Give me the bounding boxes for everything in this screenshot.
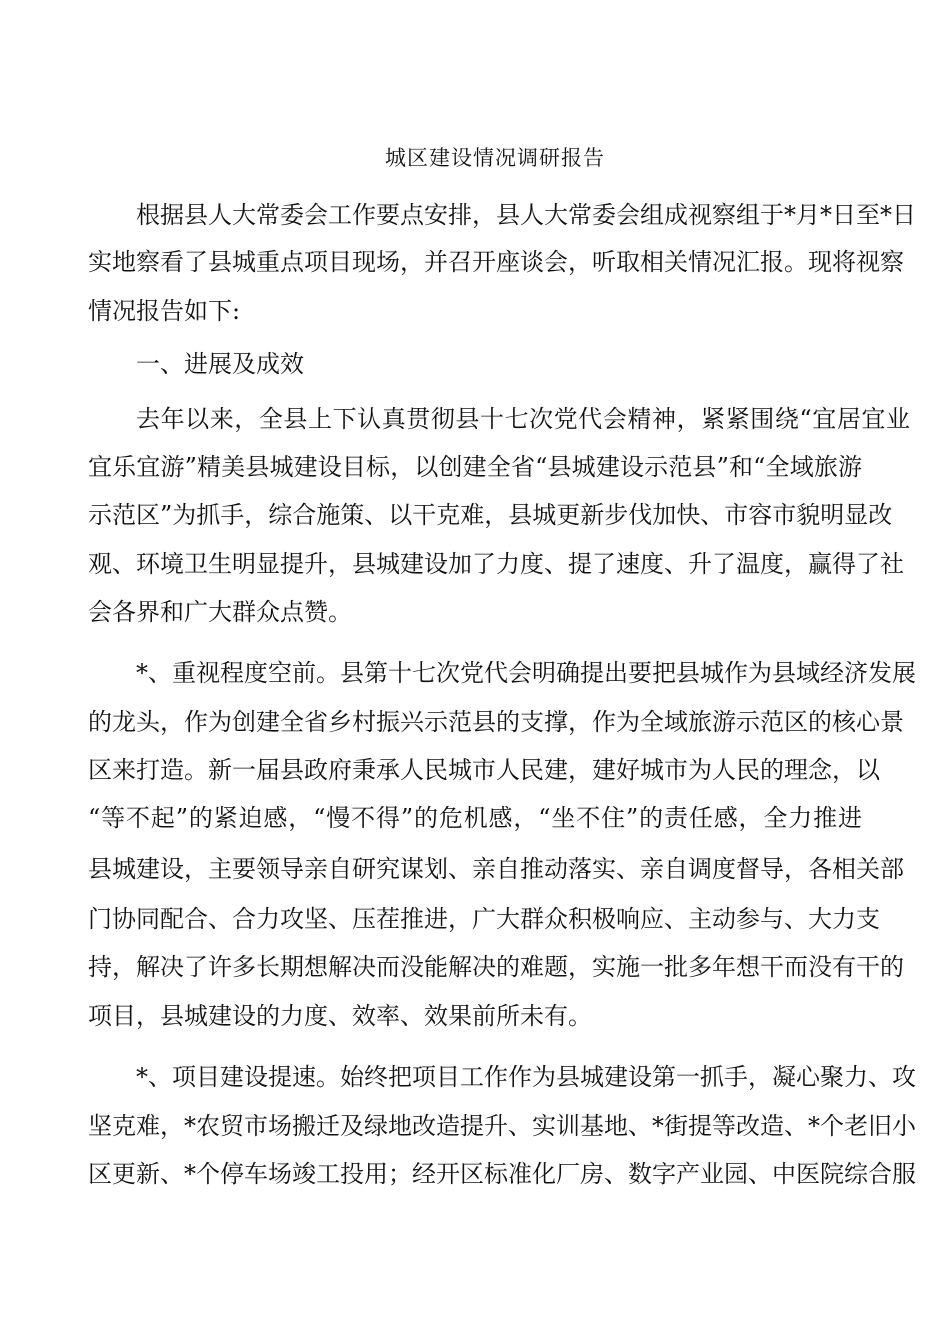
paragraph-line: 门协同配合、合力攻坚、压茬推进，广大群众积极响应、主动参与、大力支 <box>88 905 880 933</box>
paragraph-line: 实地察看了县城重点项目现场，并召开座谈会，听取相关情况汇报。现将视察 <box>88 248 904 276</box>
paragraph-line: 坚克难，*农贸市场搬迁及绿地改造提升、实训基地、*街提等改造、*个老旧小 <box>88 1112 916 1140</box>
paragraph-line: “等不起”的紧迫感，“慢不得”的危机感，“坐不住”的责任感，全力推进 <box>88 804 862 832</box>
paragraph-line: 持，解决了许多长期想解决而没能解决的难题，实施一批多年想干而没有干的 <box>88 953 904 981</box>
paragraph-line: 根据县人大常委会工作要点安排，县人大常委会组成视察组于*月*日至*日 <box>136 201 916 229</box>
paragraph-line: 的龙头，作为创建全省乡村振兴示范县的支撑，作为全域旅游示范区的核心景 <box>88 708 904 736</box>
paragraph-line: 会各界和广大群众点赞。 <box>88 598 352 626</box>
paragraph-line: *、重视程度空前。县第十七次党代会明确提出要把县城作为县域经济发展 <box>136 659 916 687</box>
paragraph-line: 去年以来，全县上下认真贯彻县十七次党代会精神，紧紧围绕“宜居宜业 <box>136 405 910 433</box>
paragraph-line: 县城建设，主要领导亲自研究谋划、亲自推动落实、亲自调度督导，各相关部 <box>88 855 904 883</box>
document-title: 城区建设情况调研报告 <box>385 146 605 170</box>
paragraph-line: 示范区”为抓手，综合施策、以干克难，县城更新步伐加快、市容市貌明显改 <box>88 501 893 529</box>
paragraph-line: 区来打造。新一届县政府秉承人民城市人民建，建好城市为人民的理念，以 <box>88 756 880 784</box>
paragraph-line: 项目，县城建设的力度、效率、效果前所未有。 <box>88 1002 592 1030</box>
section-heading: 一、进展及成效 <box>136 350 304 378</box>
paragraph-line: 宜乐宜游”精美县城建设目标，以创建全省“县城建设示范县”和“全域旅游 <box>88 453 862 481</box>
paragraph-line: *、项目建设提速。始终把项目工作作为县城建设第一抓手，凝心聚力、攻 <box>136 1063 916 1091</box>
paragraph-line: 情况报告如下: <box>88 297 241 325</box>
paragraph-line: 区更新、*个停车场竣工投用；经开区标准化厂房、数字产业园、中医院综合服 <box>88 1160 916 1188</box>
paragraph-line: 观、环境卫生明显提升，县城建设加了力度、提了速度、升了温度，赢得了社 <box>88 550 904 578</box>
